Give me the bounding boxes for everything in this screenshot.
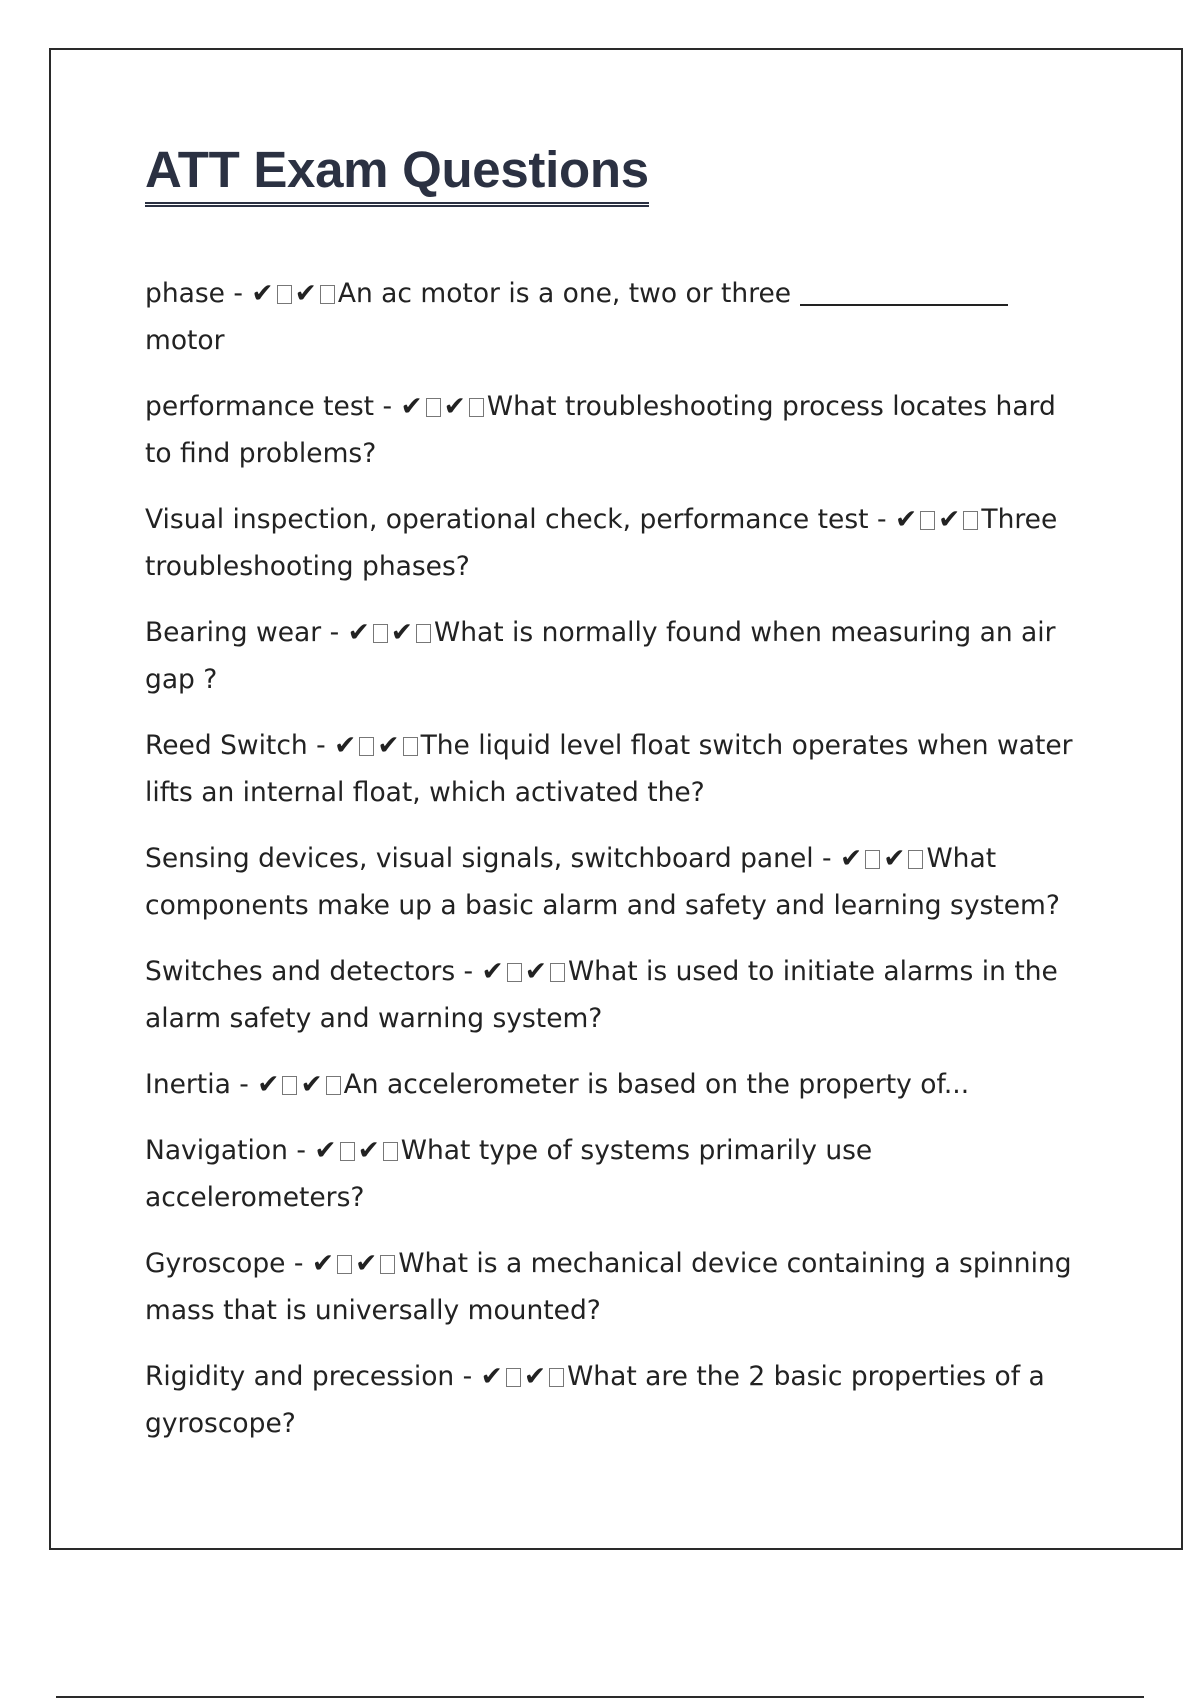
answer-text: Bearing wear (145, 617, 322, 648)
check-icon: ✔ (251, 278, 274, 309)
separator: - (455, 956, 482, 987)
qa-item (145, 1061, 1085, 1108)
check-icon: ✔ (300, 1069, 323, 1100)
question-text: What components make up a basic alarm and safety and learning system? (145, 843, 1060, 921)
check-icon: ✔ (357, 1135, 380, 1166)
question-text: What is normally found when measuring an air gap ? (145, 617, 1056, 695)
answer-text: Rigidity and precession (145, 1361, 455, 1392)
qa-item (145, 1127, 1085, 1221)
check-icon: ✔ (524, 956, 547, 987)
separator: - (374, 391, 401, 422)
separator: - (285, 1248, 312, 1279)
box-icon (506, 1368, 521, 1387)
qa-item (145, 835, 1085, 929)
box-icon (320, 285, 335, 304)
answer-text: Gyroscope (145, 1248, 286, 1279)
check-icon: ✔ (894, 504, 918, 535)
separator: - (868, 504, 895, 535)
box-icon (920, 511, 935, 530)
box-icon (549, 1368, 564, 1387)
box-icon (550, 963, 565, 982)
check-icon: ✔ (480, 1361, 503, 1392)
qa-item (145, 948, 1085, 1042)
qa-item (145, 722, 1085, 816)
question-text: An ac motor is a one, two or three (337, 278, 792, 309)
question-text: An accelerometer is based on the property of... (343, 1069, 970, 1100)
check-icon: ✔ (377, 730, 400, 761)
box-icon (326, 1076, 341, 1095)
answer-text: Visual inspection, operational check, performance test (145, 504, 869, 535)
footer-rule (56, 1696, 1144, 1698)
check-icon: ✔ (347, 617, 370, 648)
separator: - (307, 730, 335, 761)
box-icon (426, 398, 441, 417)
question-text: The liquid level float switch operates when water lifts an internal float, which activated the? (145, 730, 1073, 808)
question-text: What type of systems primarily use accelerometers? (145, 1135, 873, 1213)
answer-text: Reed Switch (145, 730, 308, 761)
check-icon: ✔ (400, 391, 423, 422)
answer-text: Navigation (145, 1135, 288, 1166)
check-icon: ✔ (443, 391, 466, 422)
qa-list (145, 270, 1085, 1466)
check-icon: ✔ (311, 1248, 335, 1279)
qa-item (145, 1240, 1085, 1334)
check-icon: ✔ (481, 956, 504, 987)
box-icon (282, 1076, 297, 1095)
answer-blank (800, 278, 1008, 306)
box-icon (908, 850, 923, 869)
qa-item (145, 1353, 1085, 1447)
box-icon (963, 511, 978, 530)
qa-item (145, 383, 1085, 477)
separator: - (454, 1361, 481, 1392)
question-text: What is used to initiate alarms in the alarm safety and warning system? (145, 956, 1058, 1034)
box-icon (277, 285, 292, 304)
box-icon (340, 1142, 355, 1161)
separator: - (230, 1069, 258, 1100)
qa-item (145, 270, 1085, 364)
box-icon (383, 1142, 398, 1161)
page-title: ATT Exam Questions (145, 142, 649, 207)
check-icon: ✔ (314, 1135, 337, 1166)
box-icon (337, 1255, 352, 1274)
question-text-cont: motor (145, 325, 225, 356)
question-text: What are the 2 basic properties of a gyroscope? (145, 1361, 1045, 1439)
box-icon (416, 624, 431, 643)
separator: - (224, 278, 252, 309)
question-text: Three troubleshooting phases? (145, 504, 1058, 582)
check-icon: ✔ (355, 1248, 378, 1279)
check-icon: ✔ (257, 1069, 280, 1100)
question-text: What is a mechanical device containing a spinning mass that is universally mounted? (145, 1248, 1072, 1326)
qa-item (145, 496, 1085, 590)
answer-text: phase (145, 278, 225, 309)
box-icon (865, 850, 880, 869)
check-icon: ✔ (334, 730, 357, 761)
answer-text: performance test (145, 391, 375, 422)
check-icon: ✔ (840, 843, 863, 874)
check-icon: ✔ (938, 504, 961, 535)
box-icon (507, 963, 522, 982)
box-icon (403, 737, 418, 756)
separator: - (813, 843, 841, 874)
question-text: What troubleshooting process locates hard to find problems? (145, 391, 1056, 469)
check-icon: ✔ (390, 617, 413, 648)
box-icon (380, 1255, 395, 1274)
answer-text: Switches and detectors (145, 956, 456, 987)
answer-text: Sensing devices, visual signals, switchboard panel (145, 843, 814, 874)
check-icon: ✔ (523, 1361, 547, 1392)
answer-text: Inertia (145, 1069, 231, 1100)
qa-item (145, 609, 1085, 703)
box-icon (469, 398, 484, 417)
separator: - (321, 617, 348, 648)
check-icon: ✔ (883, 843, 906, 874)
separator: - (287, 1135, 315, 1166)
box-icon (373, 624, 388, 643)
check-icon: ✔ (294, 278, 317, 309)
box-icon (359, 737, 374, 756)
